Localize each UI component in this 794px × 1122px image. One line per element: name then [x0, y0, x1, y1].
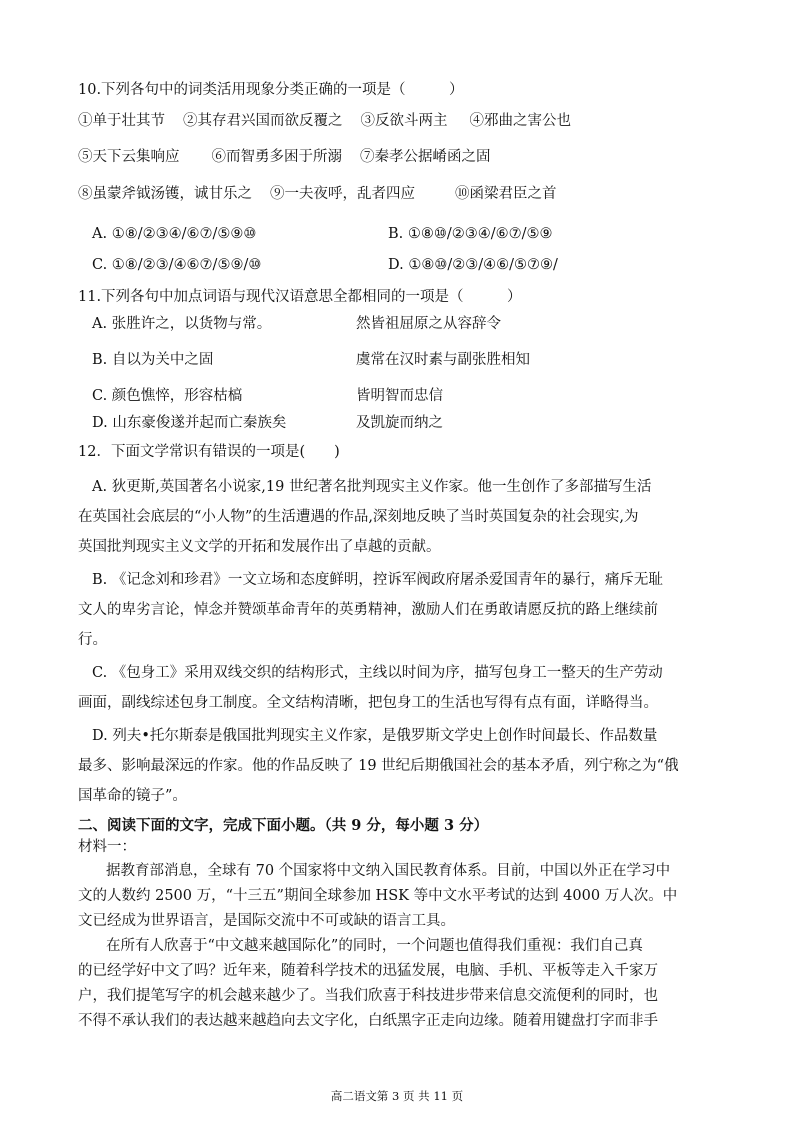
q12-option-b-line1: B. 《记念刘和珍君》一文立场和态度鲜明，控诉军阀政府屠杀爱国青年的暴行，痛斥无耻	[92, 572, 663, 588]
q10-option-d: D. ①⑧⑩/②③/④⑥/⑤⑦⑨/	[388, 257, 558, 273]
material-label: 材料一：	[78, 839, 136, 855]
q11-option-b-right: 虞常在汉时素与副张胜相知	[356, 352, 530, 368]
q10-item-9: ⑨一夫夜呼，乱者四应	[270, 186, 415, 202]
q11-option-d-left: D. 山东豪俊遂并起而亡秦族矣	[92, 415, 287, 431]
q11-stem: 11.下列各句中加点词语与现代汉语意思全都相同的一项是（ ）	[78, 289, 522, 305]
q10-item-2: ②其存君兴国而欲反覆之	[183, 113, 343, 129]
q12-option-b-line2: 文人的卑劣言论，悼念并赞颂革命青年的英勇精神，激励人们在勇敢请愿反抗的路上继续前	[78, 602, 658, 618]
material-para2-line1: 在所有人欣喜于“中文越来越国际化”的同时，一个问题也值得我们重视：我们自己真	[106, 938, 643, 954]
q12-option-c-line2: 画面，副线综述包身工制度。全文结构清晰，把包身工的生活也写得有点有面，详略得当。	[78, 695, 658, 711]
q12-option-a-line1: A. 狄更斯,英国著名小说家,19 世纪著名批判现实主义作家。他一生创作了多部描写生活	[92, 479, 652, 495]
q11-option-a-right: 然皆祖屈原之从容辞令	[356, 316, 501, 332]
material-para2-line3: 户，我们提笔写字的机会越来越少了。当我们欣喜于科技进步带来信息交流便利的同时，也	[78, 988, 658, 1004]
q10-item-10: ⑩函梁君臣之首	[455, 186, 557, 202]
q11-option-c-right: 皆明智而忠信	[356, 388, 443, 404]
q10-option-a: A. ①⑧/②③④/⑥⑦/⑤⑨⑩	[92, 226, 257, 242]
q10-items-row2	[78, 147, 491, 167]
page-footer: 高二语文第 3 页 共 11 页	[330, 1089, 464, 1103]
q10-item-4: ④邪曲之害公也	[469, 113, 571, 129]
q11-option-c-left: C. 颜色憔悴，形容枯槁	[92, 388, 243, 404]
q12-option-d-line3: 国革命的镜子”。	[78, 788, 187, 804]
material-para2-line2: 的已经学好中文了吗？近年来，随着科学技术的迅猛发展，电脑、手机、平板等走入千家万	[78, 963, 658, 979]
q10-item-6: ⑥而智勇多困于所溺	[211, 149, 342, 165]
q12-option-a-line3: 英国批判现实主义文学的开拓和发展作出了卓越的贡献。	[78, 539, 441, 555]
q10-stem: 10.下列各句中的词类活用现象分类正确的一项是（ ）	[78, 82, 464, 98]
q10-items-row3	[78, 184, 557, 204]
q10-option-c: C. ①⑧/②③/④⑥⑦/⑤⑨/⑩	[92, 257, 262, 273]
q10-item-1: ①单于壮其节	[78, 113, 165, 129]
material-para1-line2: 文的人数约 2500 万，“十三五”期间全球参加 HSK 等中文水平考试的达到 4000 万人次。中	[78, 888, 678, 904]
q11-option-b-left: B. 自以为关中之固	[92, 352, 214, 368]
q12-option-b-line3: 行。	[78, 632, 107, 648]
q10-item-8: ⑧虽蒙斧钺汤镬，诚甘乐之	[78, 186, 252, 202]
q11-option-d-right: 及凯旋而纳之	[356, 415, 443, 431]
q12-option-d-line2: 最多、影响最深远的作家。他的作品反映了 19 世纪后期俄国社会的基本矛盾，列宁称之为“俄	[78, 758, 679, 774]
q12-option-a-line2: 在英国社会底层的“小人物”的生活遭遇的作品,深刻地反映了当时英国复杂的社会现实,为	[78, 509, 639, 525]
q10-item-3: ③反欲斗两主	[360, 113, 448, 129]
q10-items-row1	[78, 111, 571, 131]
q10-item-5: ⑤天下云集响应	[78, 149, 180, 165]
q10-item-7: ⑦秦孝公据崤函之固	[360, 149, 491, 165]
q10-option-b: B. ①⑧⑩/②③④/⑥⑦/⑤⑨	[388, 226, 553, 242]
material-para2-line4: 不得不承认我们的表达越来越趋向去文字化，白纸黑字正走向边缘。随着用键盘打字而非手	[78, 1013, 658, 1029]
q12-option-c-line1: C. 《包身工》采用双线交织的结构形式，主线以时间为序，描写包身工一整天的生产劳动	[92, 665, 663, 681]
q12-stem: 12．下面文学常识有错误的一项是( )	[78, 444, 340, 460]
q12-option-d-line1: D. 列夫•托尔斯泰是俄国批判现实主义作家，是俄罗斯文学史上创作时间最长、作品数量	[92, 728, 658, 744]
material-para1-line3: 文已经成为世界语言，是国际交流中不可或缺的语言工具。	[78, 913, 455, 929]
section2-heading: 二、阅读下面的文字，完成下面小题。（共 9 分，每小题 3 分）	[78, 817, 489, 834]
q11-option-a-left: A. 张胜许之，以货物与常。	[92, 316, 272, 332]
material-para1-line1: 据教育部消息，全球有 70 个国家将中文纳入国民教育体系。目前，中国以外正在学习中	[106, 863, 671, 879]
